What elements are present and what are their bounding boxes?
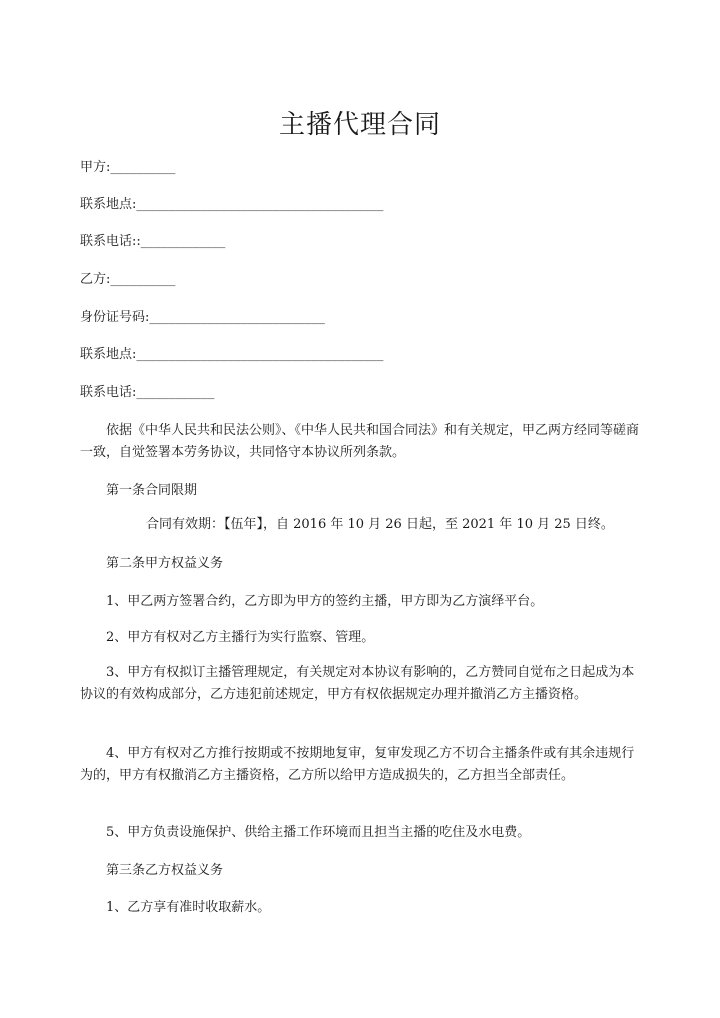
article-3-heading: 第三条乙方权益义务 [106,863,224,878]
page-title: 主播代理合同 [278,110,441,140]
party-b-id-number: 身份证号码:___________________________ [80,310,325,325]
article-2-item-4: 4、甲方有权对乙方推行按期或不按期地复审，复审发现乙方不切合主播条件或有其余违规行为的，甲方有权撤消乙方主播资格，乙方所以给甲方造成损失的，乙方担当全部责任。 [80,746,635,783]
party-b-name: 乙方:__________ [80,272,176,287]
article-1-heading: 第一条合同限期 [106,483,198,498]
article-2-item-5: 5、甲方负责设施保护、供给主播工作环境而且担当主播的吃住及水电费。 [106,825,531,840]
party-a-address: 联系地点:______________________________________ [80,197,384,212]
article-3-item-1: 1、乙方享有准时收取薪水。 [106,900,271,915]
party-a-phone: 联系电话::_____________ [80,234,226,249]
article-2-item-1: 1、甲乙两方签署合约，乙方即为甲方的签约主播，甲方即为乙方演绎平台。 [106,594,544,609]
party-b-phone: 联系电话:____________ [80,385,215,400]
article-2-heading: 第二条甲方权益义务 [106,556,224,571]
article-2-item-2: 2、甲方有权对乙方主播行为实行监察、管理。 [106,630,375,645]
party-a-name: 甲方:__________ [80,160,176,175]
article-2-item-3: 3、甲方有权拟订主播管理规定，有关规定对本协议有影响的，乙方赞同自觉布之日起成为本协议的有效构成部分，乙方违犯前述规定，甲方有权依据规定办理并撤消乙方主播资格。 [80,665,635,702]
party-b-address: 联系地点:______________________________________ [80,347,384,362]
preamble-paragraph: 依据《中华人民共和民法公则》、《中华人民共和国合同法》和有关规定，甲乙两方经同等磋商一致，自觉签署本劳务协议，共同恪守本协议所列条款。 [80,423,640,460]
contract-term: 合同有效期：【伍年】，自 2016 年 10 月 26 日起，至 2021 年 10 月 25 日终。 [146,517,614,532]
